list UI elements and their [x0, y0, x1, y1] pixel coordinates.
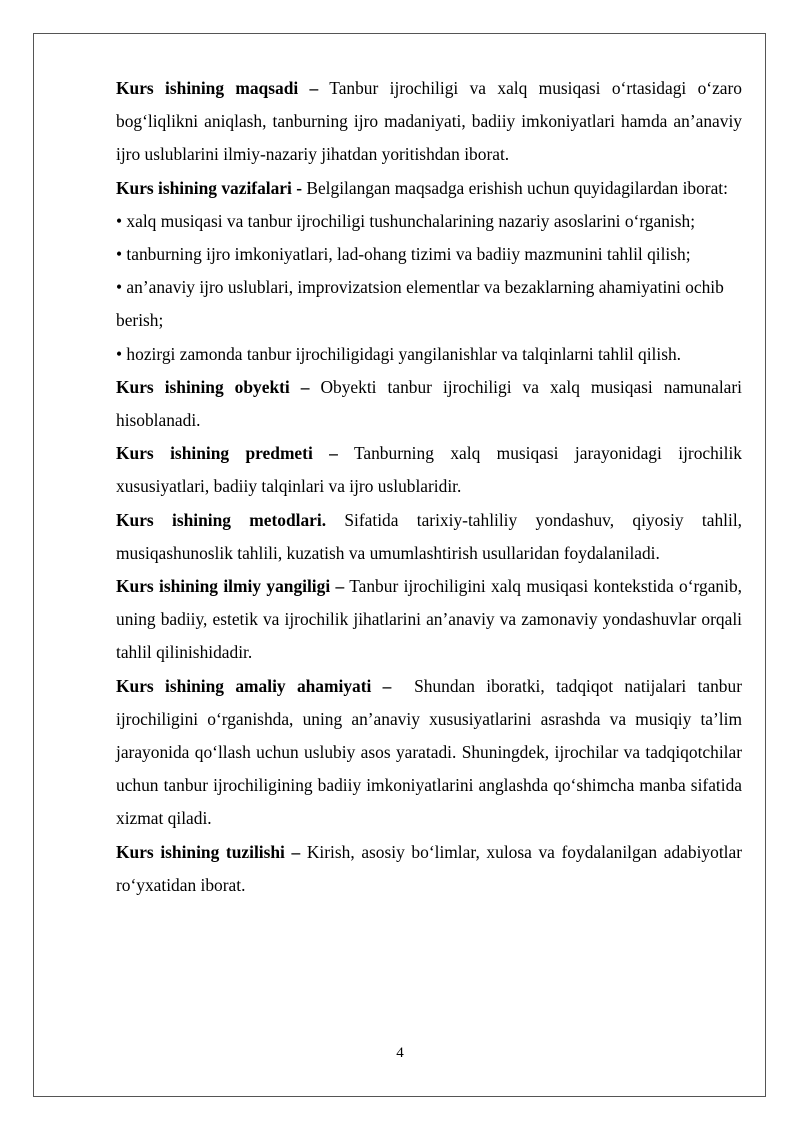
paragraph-lead: Kurs ishining tuzilishi – [116, 841, 301, 862]
paragraph-maqsad [116, 72, 742, 172]
paragraph-lead: Kurs ishining amaliy ahamiyati – [116, 675, 392, 696]
list-item: • xalq musiqasi va tanbur ijrochiligi tushunchalarining nazariy asoslarini o‘rganish; [116, 210, 696, 231]
paragraph-lead: Kurs ishining predmeti – [116, 443, 338, 464]
document-body [116, 72, 747, 902]
paragraph-lead: Kurs ishining obyekti – [116, 376, 310, 397]
paragraph-text: Tanbur ijrochiligini xalq musiqasi kontekstida o‘rganib, uning badiiy, estetik va ijrochilik jihatlarini an’anaviy va zamonaviy yondashuvlar orqali tahlil qilinishidadir. [116, 576, 742, 663]
paragraph-text: Tanbur ijrochiligi va xalq musiqasi o‘rtasidagi o‘zaro bog‘liqlikni aniqlash, tanburning ijro madaniyati, badiiy imkoniyatlari hamda an’anaviy ijro uslublarini ilmiy-nazariy jihatdan yoritishdan iborat. [116, 78, 742, 165]
paragraph-obyekt [116, 371, 742, 437]
paragraph-text: Belgilangan maqsadga erishish uchun quyidagilardan iborat: [302, 177, 728, 198]
paragraph-text: Shundan iboratki, tadqiqot natijalari tanbur ijrochiligini o‘rganishda, uning an’anaviy xususiyatlarini asrashda va musiqiy ta’lim jarayonida qo‘llash uchun uslubiy asos yaratadi. Shuningdek, ijrochilar va tadqiqotchilar uchun tanbur ijrochiligining badiiy imkoniyatlarini anglashda qo‘shimcha manba sifatida xizmat qiladi. [116, 675, 747, 829]
paragraph-amaliy [116, 670, 747, 836]
paragraph-metodlar [116, 504, 742, 570]
list-item: • an’anaviy ijro uslublari, improvizatsion elementlar va bezaklarning ahamiyatini ochib berish; [116, 277, 724, 331]
paragraph-lead: Kurs ishining vazifalari - [116, 177, 302, 198]
paragraph-predmet [116, 437, 742, 503]
paragraph-text: Tanburning xalq musiqasi jarayonidagi ijrochilik xususiyatlari, badiiy talqinlari va ijro uslublaridir. [116, 443, 742, 497]
paragraph-tuzilish [116, 836, 742, 902]
page-number: 4 [396, 1045, 404, 1061]
list-item: • hozirgi zamonda tanbur ijrochiligidagi yangilanishlar va talqinlarni tahlil qilish. [116, 343, 682, 364]
paragraph-vazifalar [116, 172, 742, 205]
paragraph-yangilik [116, 570, 742, 670]
paragraph-lead: Kurs ishining ilmiy yangiligi – [116, 576, 345, 597]
paragraph-lead: Kurs ishining maqsadi – [116, 78, 319, 98]
paragraph-text: Kirish, asosiy bo‘limlar, xulosa va foydalanilgan adabiyotlar ro‘yxatidan iborat. [116, 841, 742, 895]
list-item: • tanburning ijro imkoniyatlari, lad-ohang tizimi va badiiy mazmunini tahlil qilish; [116, 244, 691, 265]
paragraph-text: Sifatida tarixiy-tahliliy yondashuv, qiyosiy tahlil, musiqashunoslik tahlili, kuzatish va umumlashtirish usullaridan foydalaniladi. [116, 509, 742, 563]
paragraph-lead: Kurs ishining metodlari. [116, 509, 327, 530]
paragraph-text: Obyekti tanbur ijrochiligi va xalq musiqasi namunalari hisoblanadi. [116, 376, 742, 431]
